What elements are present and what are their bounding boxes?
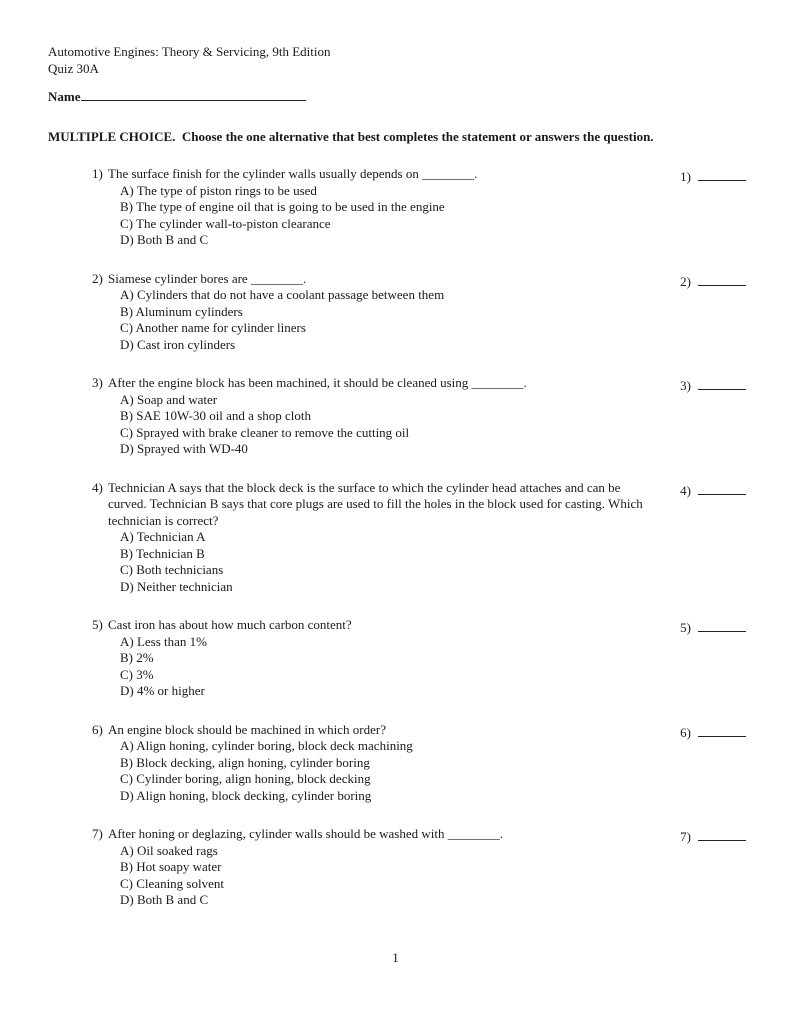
question-number: 3) [92, 375, 103, 390]
question-text: After the engine block has been machined, it should be cleaned using ________. [108, 375, 527, 390]
name-blank [81, 86, 306, 101]
question-text: An engine block should be machined in which order? [108, 721, 386, 737]
option-item: D) Cast iron cylinders [120, 336, 236, 352]
option-item: B) Block decking, align honing, cylinder boring [120, 754, 370, 770]
answer-blank [698, 722, 746, 737]
answer-cell [680, 271, 746, 291]
answer-number: 3) [680, 378, 691, 393]
name-label: Name [48, 89, 81, 104]
question-content [108, 166, 477, 249]
question-block [92, 826, 746, 909]
options-list [120, 634, 352, 700]
question-content [108, 271, 444, 354]
question-number: 4) [92, 479, 103, 495]
option-item: B) SAE 10W-30 oil and a shop cloth [120, 408, 312, 423]
options-list [120, 287, 444, 353]
option-item: A) Less than 1% [120, 633, 208, 649]
question-block [92, 722, 746, 805]
option-item: B) The type of engine oil that is going to be used in the engine [120, 199, 445, 214]
option-item: C) Both technicians [120, 562, 224, 577]
question-number: 7) [92, 826, 103, 841]
question-content [108, 722, 413, 805]
option-item: C) Cylinder boring, align honing, block decking [120, 771, 371, 786]
question-block [92, 166, 746, 249]
question-text: The surface finish for the cylinder walls usually depends on ________. [108, 166, 478, 181]
answer-cell [680, 617, 746, 637]
answer-blank [698, 166, 746, 181]
question-block [92, 617, 746, 700]
question-content [108, 826, 503, 909]
instructions-text: MULTIPLE CHOICE. Choose the one alternative that best completes the statement or answers the question. [48, 129, 654, 144]
option-item: C) Sprayed with brake cleaner to remove the cutting oil [120, 424, 410, 440]
question-text: After honing or deglazing, cylinder walls should be washed with ________. [108, 826, 503, 841]
option-item: D) Both B and C [120, 892, 209, 907]
answer-cell [680, 166, 746, 186]
answer-cell [680, 480, 746, 500]
doc-header [48, 44, 330, 77]
question-block [92, 271, 746, 354]
option-item: A) Soap and water [120, 391, 218, 407]
answer-cell [680, 826, 746, 846]
answer-number: 6) [680, 724, 691, 740]
option-item: B) Technician B [120, 545, 205, 561]
questions-list [92, 166, 746, 931]
options-list [120, 183, 477, 249]
option-item: C) The cylinder wall-to-piston clearance [120, 215, 331, 231]
option-item: B) Hot soapy water [120, 859, 222, 874]
answer-number: 7) [680, 829, 691, 844]
question-block [92, 480, 746, 596]
answer-number: 5) [680, 620, 691, 635]
answer-cell [680, 722, 746, 742]
question-number: 1) [92, 166, 103, 181]
question-text: Siamese cylinder bores are ________. [108, 270, 307, 286]
option-item: A) Cylinders that do not have a coolant passage between them [120, 287, 445, 302]
option-item: B) 2% [120, 650, 154, 665]
name-row [48, 86, 306, 106]
option-item: C) Another name for cylinder liners [120, 320, 306, 335]
answer-blank [698, 375, 746, 390]
answer-blank [698, 617, 746, 632]
answer-number: 4) [680, 482, 691, 498]
answer-blank [698, 271, 746, 286]
question-content [108, 375, 527, 458]
answer-number: 1) [680, 169, 691, 184]
question-number: 5) [92, 617, 103, 632]
answer-number: 2) [680, 273, 691, 289]
option-item: B) Aluminum cylinders [120, 303, 243, 319]
question-text: Technician A says that the block deck is the surface to which the cylinder head attaches and can be curved. Technician B says that core plugs are used to fill the holes in the block used for casting. Which technician is correct? [108, 479, 643, 528]
option-item: A) The type of piston rings to be used [120, 182, 317, 198]
question-text: Cast iron has about how much carbon content? [108, 617, 352, 632]
answer-blank [698, 480, 746, 495]
answer-cell [680, 375, 746, 395]
question-content [108, 480, 657, 596]
answer-blank [698, 826, 746, 841]
question-content [108, 617, 352, 700]
question-number: 6) [92, 721, 103, 737]
option-item: A) Align honing, cylinder boring, block deck machining [120, 738, 413, 753]
option-item: A) Technician A [120, 529, 206, 544]
doc-subtitle: Quiz 30A [48, 60, 99, 76]
option-item: D) Both B and C [120, 232, 209, 247]
question-block [92, 375, 746, 458]
options-list [120, 843, 503, 909]
option-item: C) 3% [120, 666, 154, 682]
option-item: D) Align honing, block decking, cylinder boring [120, 787, 372, 803]
doc-title: Automotive Engines: Theory & Servicing, 9th Edition [48, 44, 331, 59]
page-number: 1 [392, 950, 399, 965]
option-item: D) Sprayed with WD-40 [120, 441, 248, 456]
option-item: C) Cleaning solvent [120, 875, 224, 891]
option-item: A) Oil soaked rags [120, 842, 218, 858]
option-item: D) Neither technician [120, 578, 233, 594]
options-list [120, 529, 657, 595]
option-item: D) 4% or higher [120, 683, 205, 698]
options-list [120, 392, 527, 458]
options-list [120, 738, 413, 804]
question-number: 2) [92, 270, 103, 286]
